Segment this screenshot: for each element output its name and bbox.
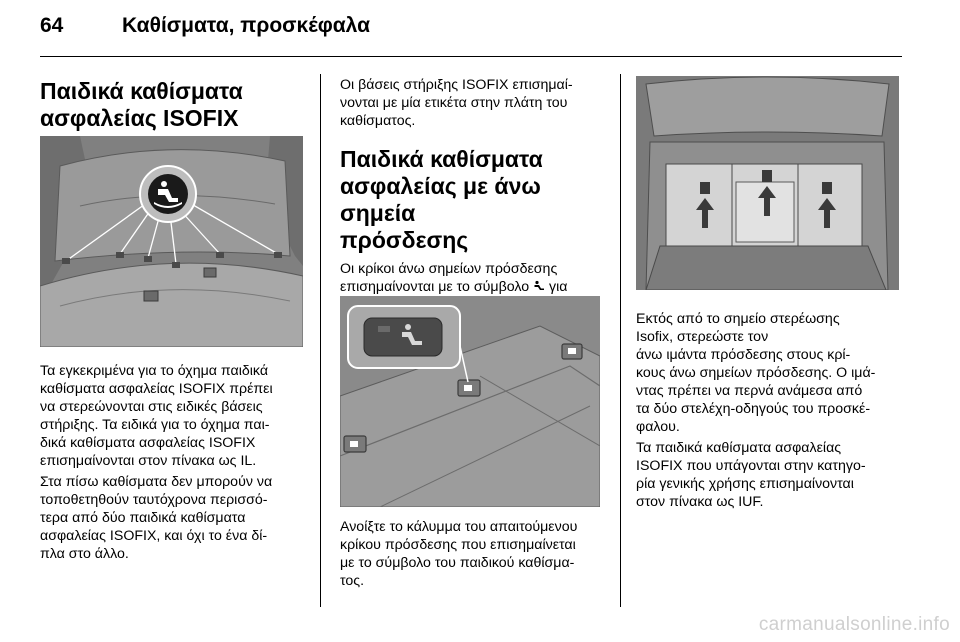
column-1-text — [40, 362, 308, 563]
isofix-heading-line2: ασφαλείας ISOFIX — [40, 105, 239, 131]
column-2-text — [340, 518, 610, 590]
tether-cover-figure — [340, 296, 600, 507]
header-divider — [40, 56, 902, 57]
iuf-paragraph: Τα παιδικά καθίσματα ασφαλείας ISOFIX που υπάγονται στην κατηγο- ρία γενικής χρήσης επισημαίνονται στον πίνακα ως IUF. — [636, 440, 866, 510]
top-tether-paragraph-1: Οι κρίκοι άνω σημείων πρόσδεσης επισημαίνονται με το σύμβολο για — [340, 261, 568, 295]
top-tether-paragraph-2: Ανοίξτε το κάλυμμα του απαιτούμενου κρίκου πρόσδεσης που επισημαίνεται με το σύμβολο του παιδικού καθίσμα- τος. — [340, 519, 578, 589]
isofix-heading-line1: Παιδικά καθίσματα — [40, 78, 243, 104]
isofix-paragraph-2: Στα πίσω καθίσματα δεν μπορούν να τοποθετηθούν ταυτόχρονα περισσό- τερα από δύο παιδικά καθίσματα ασφαλείας ISOFIX, και όχι το ένα δί- πλα στο άλλο. — [40, 474, 273, 562]
column-1 — [40, 78, 308, 132]
isofix-heading — [40, 78, 308, 132]
isofix-seat-figure — [40, 136, 303, 347]
tether-cover-illustration — [340, 296, 600, 507]
child-seat-icon — [533, 280, 545, 292]
trunk-tether-illustration — [636, 76, 899, 290]
watermark: carmanualsonline.info — [758, 614, 950, 635]
page-header — [40, 14, 910, 54]
column-divider-left — [320, 74, 321, 607]
tether-strap-paragraph: Εκτός από το σημείο στερέωσης Isofix, στερεώστε τον άνω ιμάντα πρόσδεσης στους κρί- κους άνω σημείων πρόσδεσης. Ο ιμά- ντας πρέπει να περνά ανάμεσα από τα δύο στελέχη-οδηγούς του προσκέ- φαλου. — [636, 311, 876, 435]
column-divider-right — [620, 74, 621, 607]
isofix-label-paragraph: Οι βάσεις στήριξης ISOFIX επισημαί- νονται με μία ετικέτα στην πλάτη του καθίσματος. — [340, 77, 573, 129]
trunk-tether-figure — [636, 76, 899, 290]
page-number: 64 — [40, 14, 64, 37]
top-tether-heading: Παιδικά καθίσματα ασφαλείας με άνω σημεία πρόσδεσης — [340, 146, 543, 253]
isofix-seat-illustration — [40, 136, 303, 347]
column-2 — [340, 76, 610, 314]
isofix-paragraph-1: Τα εγκεκριμένα για το όχημα παιδικά καθίσματα ασφαλείας ISOFIX πρέπει να στερεώνονται στις ειδικές βάσεις στήριξης. Τα ειδικά για το όχημα παι- δικά καθίσματα ασφαλείας ISOFIX επισημαίνονται στον πίνακα ως IL. — [40, 363, 273, 469]
column-3-text — [636, 310, 904, 511]
running-title: Καθίσματα, προσκέφαλα — [122, 14, 370, 37]
